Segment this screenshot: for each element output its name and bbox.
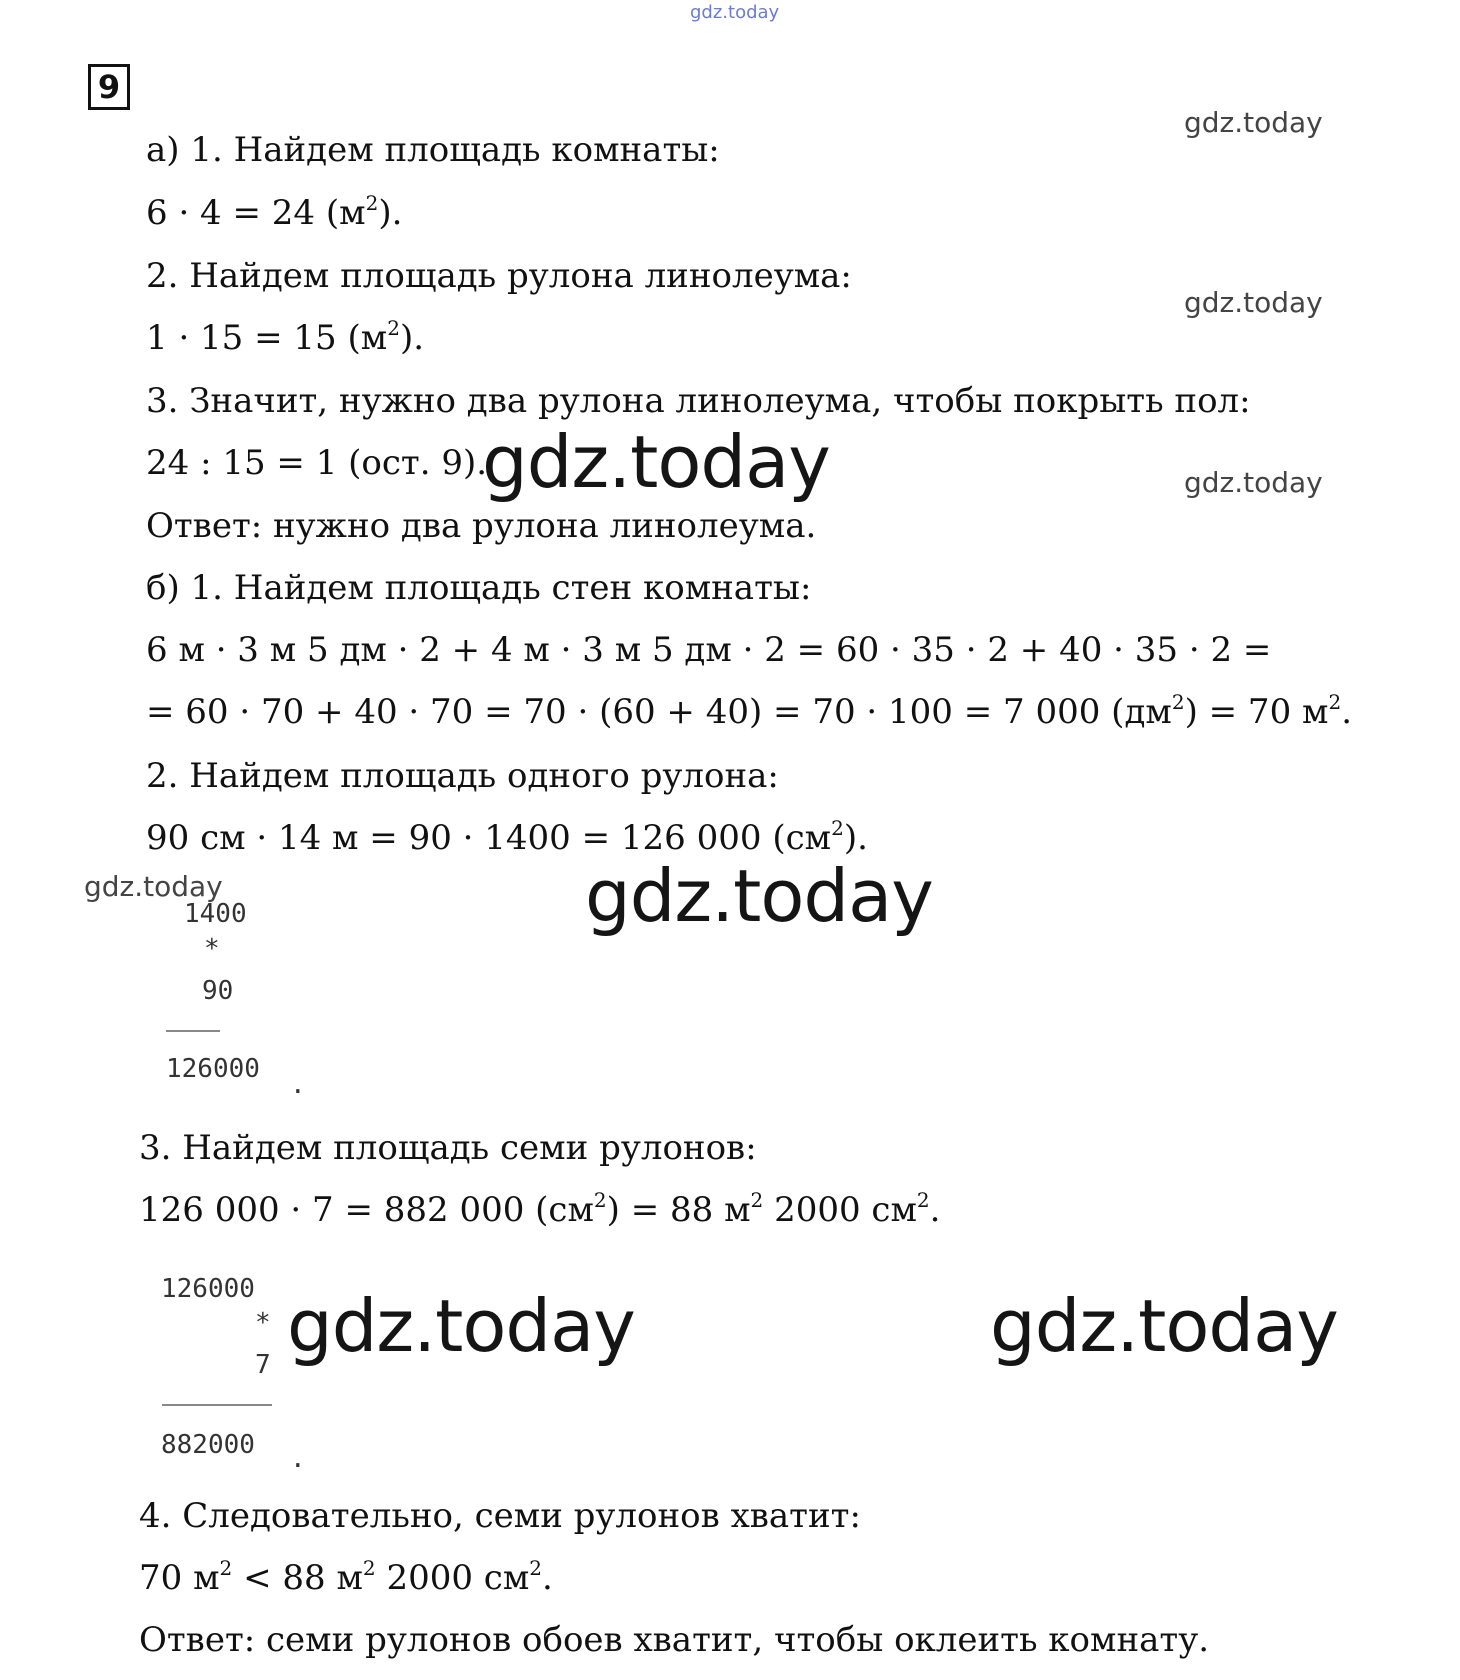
part-b-step2-calc: 90 см · 14 м = 90 · 1400 = 126 000 $(см^2)$.: [146, 816, 868, 858]
watermark-big-2: gdz.today: [585, 854, 933, 938]
part-b-step1-calc-line2: = 60 · 70 + 40 · 70 = 70 · (60 + 40) = 70 · 100 = 7 000 $(дм^2) = 70$ $м^2$.: [146, 690, 1352, 732]
part-a-step3-calc: 24 : 15 = 1 (ост. 9).: [146, 443, 488, 483]
part-a-step1-label: а) 1. Найдем площадь комнаты:: [146, 130, 720, 170]
column1-bottom: 90: [202, 976, 234, 1006]
watermark-small-1: gdz.today: [1184, 106, 1323, 139]
watermark-top: gdz.today: [690, 2, 780, 23]
part-a-step3-label: 3. Значит, нужно два рулона линолеума, чтобы покрыть пол:: [146, 381, 1251, 421]
part-b-step1-label: б) 1. Найдем площадь стен комнаты:: [146, 568, 812, 608]
column2-result: 882000: [161, 1430, 255, 1460]
part-b-step4-label: 4. Следовательно, семи рулонов хватит:: [139, 1496, 861, 1536]
column2-dot: .: [290, 1444, 306, 1474]
part-b-step3-label: 3. Найдем площадь семи рулонов:: [139, 1128, 757, 1168]
part-b-step2-label: 2. Найдем площадь одного рулона:: [146, 756, 779, 796]
part-a-answer: Ответ: нужно два рулона линолеума.: [146, 506, 817, 546]
part-a-step1-calc: 6 · 4 = 24 $(м^2)$.: [146, 191, 403, 233]
column1-operator: *: [204, 934, 220, 964]
column2-top: 126000: [161, 1274, 255, 1304]
watermark-small-2: gdz.today: [1184, 286, 1323, 319]
watermark-big-4: gdz.today: [990, 1284, 1338, 1368]
watermark-small-3: gdz.today: [1184, 466, 1323, 499]
problem-number: 9: [88, 64, 130, 110]
part-a-step2-label: 2. Найдем площадь рулона линолеума:: [146, 256, 852, 296]
column1-dot: .: [290, 1070, 306, 1100]
column1-result: 126000: [166, 1054, 260, 1084]
watermark-small-4: gdz.today: [84, 870, 223, 903]
column1-top: 1400: [184, 899, 247, 929]
part-b-step3-calc: 126 000 · 7 = 882 000 $(см^2) = 88$ $м^2$ 2000 $см^2$.: [139, 1188, 941, 1230]
column2-rule: [162, 1404, 272, 1406]
part-b-step4-calc: 70 $м^2 < 88$ $м^2$ 2000 $см^2$.: [139, 1556, 553, 1598]
part-b-step1-calc-line1: 6 м · 3 м 5 дм · 2 + 4 м · 3 м 5 дм · 2 = 60 · 35 · 2 + 40 · 35 · 2 =: [146, 630, 1272, 670]
column2-operator: *: [255, 1308, 271, 1338]
column2-bottom: 7: [255, 1350, 271, 1380]
part-a-step2-calc: 1 · 15 = 15 $(м^2)$.: [146, 316, 425, 358]
column1-rule: [166, 1030, 220, 1032]
watermark-big-1: gdz.today: [482, 420, 830, 504]
watermark-big-3: gdz.today: [287, 1284, 635, 1368]
part-b-answer: Ответ: семи рулонов обоев хватит, чтобы оклеить комнату.: [139, 1620, 1210, 1660]
